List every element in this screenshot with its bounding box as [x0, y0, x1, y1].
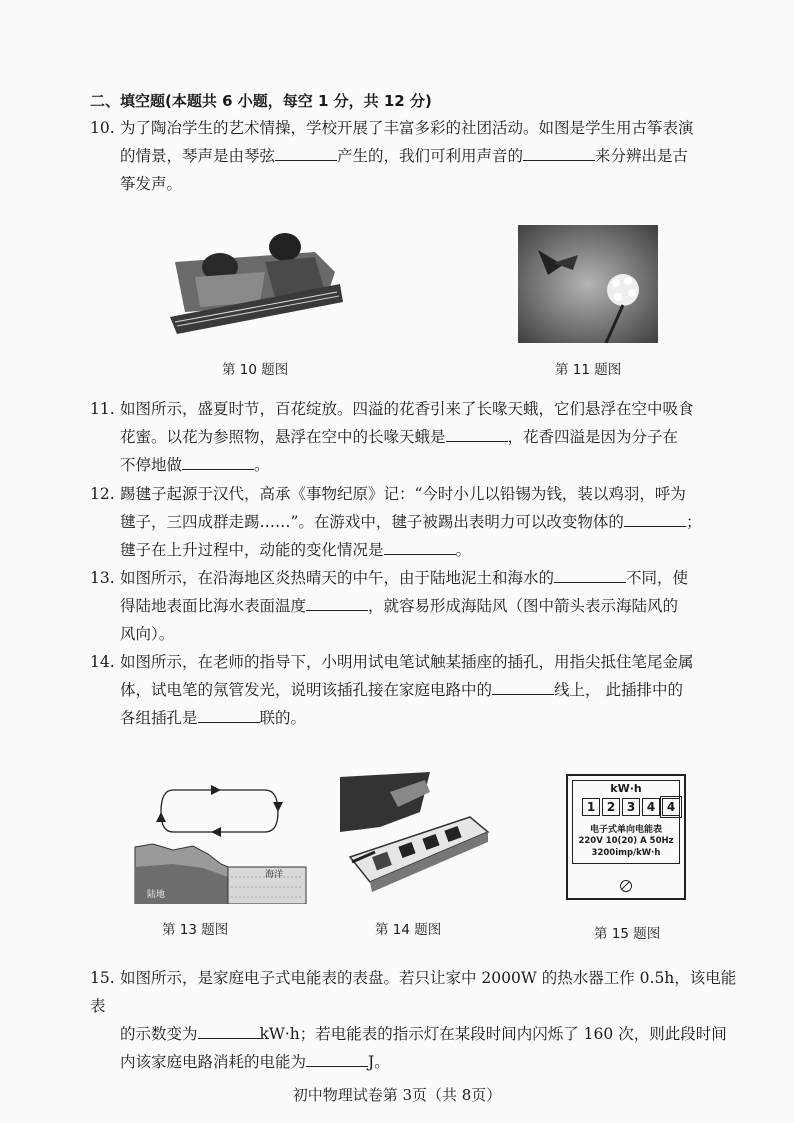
- question-10: [90, 114, 710, 198]
- answer-blank[interactable]: [446, 427, 508, 442]
- question-text: 体，试电笔的氖管发光，说明该插孔接在家庭电路中的: [120, 681, 493, 699]
- question-text: 得陆地表面比海水表面温度: [120, 597, 307, 615]
- moth-flower-photo: [518, 225, 658, 343]
- question-number: 11.: [90, 400, 115, 418]
- question-number: 14.: [90, 653, 115, 671]
- answer-blank[interactable]: [624, 512, 686, 527]
- question-text: 不停地做: [120, 456, 183, 474]
- answer-blank[interactable]: [492, 680, 554, 695]
- figure-caption: 第 15 题图: [594, 926, 661, 942]
- answer-blank[interactable]: [554, 568, 626, 583]
- land-label: 陆地: [147, 890, 166, 900]
- answer-blank[interactable]: [198, 1024, 260, 1039]
- guzheng-photo: [165, 222, 345, 340]
- question-text: ，就容易形成海陆风（图中箭头表示海陆风的: [368, 597, 679, 615]
- meter-digits: [582, 798, 682, 816]
- answer-blank[interactable]: [306, 596, 368, 611]
- question-text: 踢毽子起源于汉代，高承《事物纪原》记：“今时小儿以铅锡为钱，装以鸡羽，呼为: [120, 485, 686, 503]
- answer-blank[interactable]: [275, 146, 337, 161]
- question-14: [90, 648, 710, 732]
- question-text: 来分辨出是古: [595, 147, 689, 165]
- question-text: 毽子，三四成群走踢……”。在游戏中，毽子被踢出表明力可以改变物体的: [120, 513, 624, 531]
- meter-name: 电子式单向电能表: [589, 825, 662, 835]
- meter-imp: 3200imp/kW·h: [591, 848, 661, 858]
- figure-caption: 第 13 题图: [162, 922, 229, 938]
- question-text: 风向）。: [120, 625, 175, 643]
- question-text: 的情景，琴声是由琴弦: [120, 147, 276, 165]
- question-text: 毽子在上升过程中，动能的变化情况是: [120, 541, 384, 559]
- figure-caption: 第 14 题图: [375, 922, 442, 938]
- meter-spec: 220V 10(20) A 50Hz: [578, 836, 674, 846]
- question-text: 内该家庭电路消耗的电能为: [120, 1053, 307, 1071]
- question-number: 10.: [90, 119, 115, 137]
- question-text: 各组插孔是: [120, 709, 198, 727]
- meter-digit: 1: [582, 798, 600, 816]
- answer-blank[interactable]: [523, 146, 595, 161]
- question-number: 12.: [90, 485, 115, 503]
- question-13: [90, 564, 710, 648]
- question-text: 如图所示，在沿海地区炎热晴天的中午，由于陆地泥土和海水的: [120, 569, 555, 587]
- question-text: 。: [254, 456, 270, 474]
- answer-blank[interactable]: [384, 540, 456, 555]
- meter-digit: 4: [642, 798, 660, 816]
- meter-indicator-icon: [620, 880, 632, 892]
- question-text: 如图所示，在老师的指导下，小明用试电笔试触某插座的插孔，用指尖抵住笔尾金属: [120, 653, 694, 671]
- answer-blank[interactable]: [306, 1052, 368, 1067]
- question-15: [90, 964, 740, 1076]
- question-11: [90, 395, 710, 479]
- question-text: J。: [368, 1053, 390, 1071]
- figure-caption: 第 10 题图: [222, 362, 289, 378]
- question-text: 。: [455, 541, 472, 559]
- arrow-right-icon: [211, 785, 221, 795]
- answer-blank[interactable]: [182, 455, 254, 470]
- meter-digit: 2: [602, 798, 620, 816]
- question-text: 线上， 此插排中的: [554, 681, 683, 699]
- question-text: 的示数变为: [120, 1025, 198, 1043]
- electric-meter: [566, 774, 686, 900]
- question-number: 13.: [90, 569, 115, 587]
- section-title: 二、填空题(本题共 6 小题，每空 1 分，共 12 分): [90, 92, 432, 110]
- question-text: 不同，使: [626, 569, 689, 587]
- question-text: 花蜜。以花为参照物，悬浮在空中的长喙天蛾是: [120, 428, 446, 446]
- question-text: ；: [685, 513, 702, 531]
- question-text: 如图所示，是家庭电子式电能表的表盘。若只让家中 2000W 的热水器工作 0.5h，该电能表: [90, 969, 737, 1015]
- power-strip-photo: [340, 772, 490, 894]
- sea-land-breeze-diagram: [133, 772, 308, 904]
- question-text: ，花香四溢是因为分子在: [507, 428, 679, 446]
- meter-digit: 3: [622, 798, 640, 816]
- meter-unit: kW·h: [610, 782, 642, 795]
- arrow-left-icon: [211, 827, 221, 837]
- figure-caption: 第 11 题图: [555, 362, 622, 378]
- question-text: 产生的，我们可利用声音的: [337, 147, 524, 165]
- page-footer: 初中物理试卷第 3页（共 8页）: [292, 1086, 502, 1104]
- question-12: [90, 480, 710, 564]
- meter-digit: 4: [662, 798, 680, 816]
- question-text: kW·h；若电能表的指示灯在某段时间内闪烁了 160 次，则此段时间: [259, 1025, 727, 1043]
- question-number: 15.: [90, 969, 115, 987]
- question-text: 联的。: [259, 709, 307, 727]
- question-text: 如图所示，盛夏时节，百花绽放。四溢的花香引来了长喙天蛾，它们悬浮在空中吸食: [120, 400, 694, 418]
- question-text: 筝发声。: [120, 175, 183, 193]
- answer-blank[interactable]: [198, 708, 260, 723]
- question-text: 为了陶冶学生的艺术情操，学校开展了丰富多彩的社团活动。如图是学生用古筝表演: [120, 119, 694, 137]
- sea-label: 海洋: [265, 870, 284, 880]
